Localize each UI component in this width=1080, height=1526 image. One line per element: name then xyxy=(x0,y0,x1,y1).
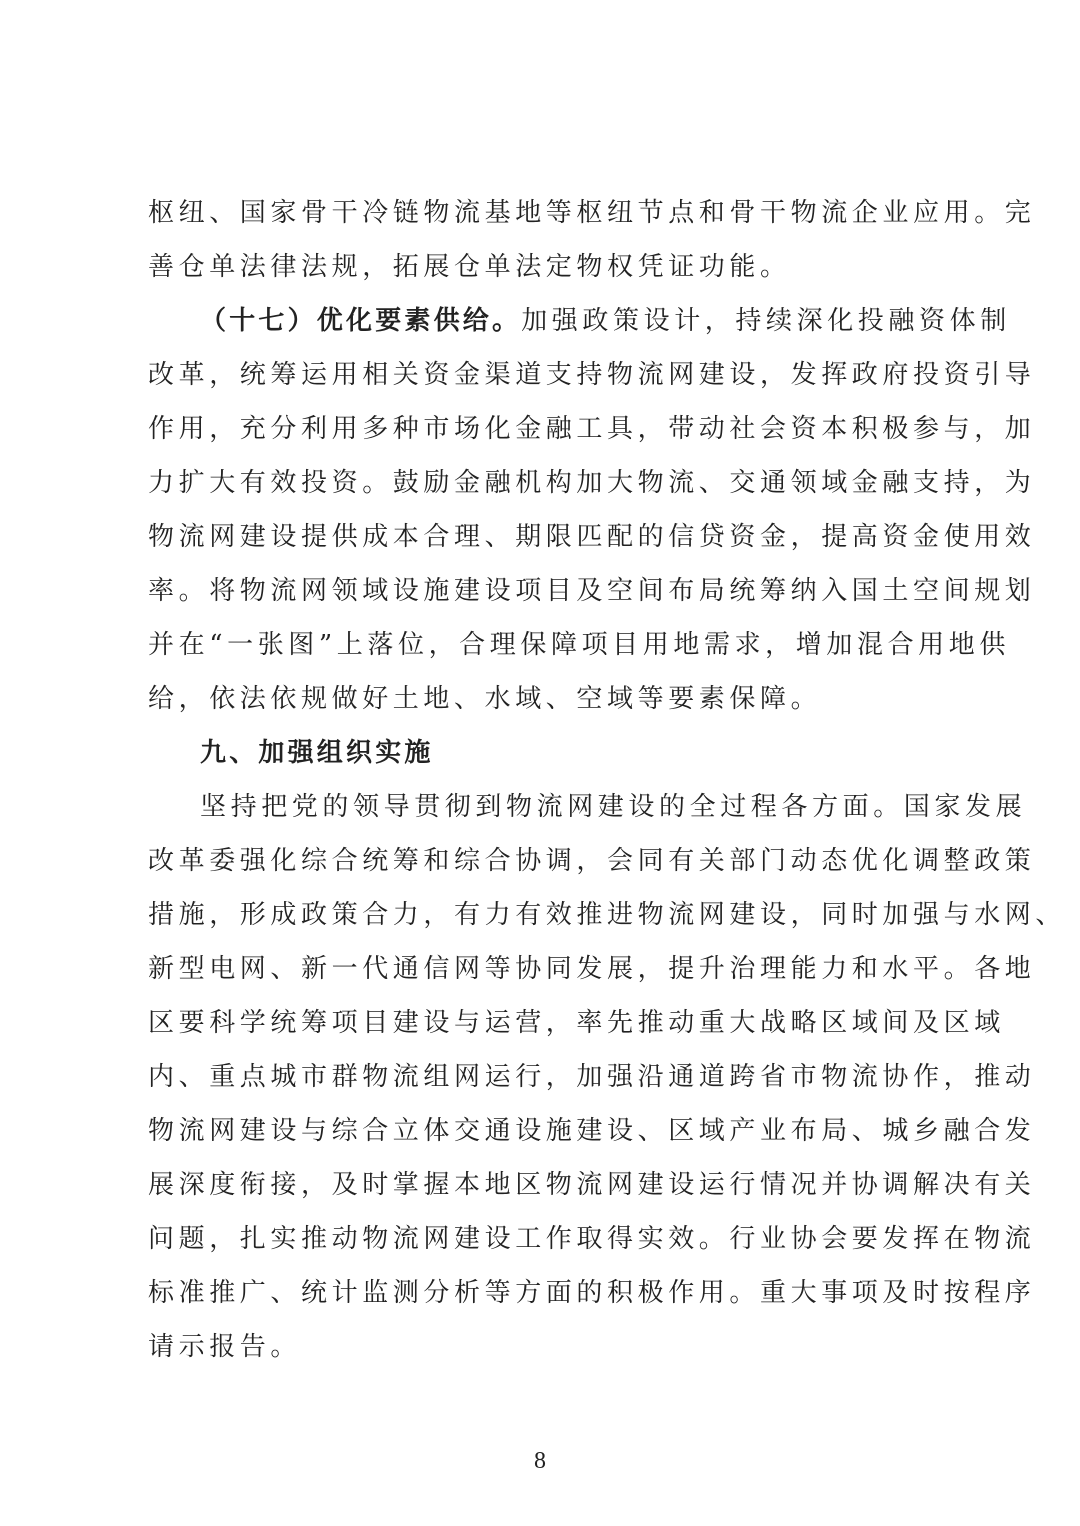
text-line: 作用，充分利用多种市场化金融工具，带动社会资本积极参与，加 xyxy=(148,414,1036,444)
text-line: 枢纽、国家骨干冷链物流基地等枢纽节点和骨干物流企业应用。完 xyxy=(148,198,1036,228)
text-line: 新型电网、新一代通信网等协同发展，提升治理能力和水平。各地 xyxy=(148,954,1036,984)
document-body xyxy=(148,186,1067,1374)
text-line: 改革，统筹运用相关资金渠道支持物流网建设，发挥政府投资引导 xyxy=(148,360,1036,390)
text-line: 并在“一张图”上落位，合理保障项目用地需求，增加混合用地供 xyxy=(148,630,1010,660)
text-line: 请示报告。 xyxy=(148,1332,302,1362)
text-run: 加强政策设计，持续深化投融资体制 xyxy=(521,306,1011,336)
text-line: 问题，扎实推动物流网建设工作取得实效。行业协会要发挥在物流 xyxy=(148,1224,1036,1254)
paragraph-organization xyxy=(148,780,1067,1374)
text-line xyxy=(148,294,1011,348)
text-line: 标准推广、统计监测分析等方面的积极作用。重大事项及时按程序 xyxy=(148,1278,1036,1308)
text-line: 改革委强化综合统筹和综合协调，会同有关部门动态优化调整政策 xyxy=(148,846,1036,876)
text-line: 力扩大有效投资。鼓励金融机构加大物流、交通领域金融支持，为 xyxy=(148,468,1036,498)
text-line: 展深度衔接，及时掌握本地区物流网建设运行情况并协调解决有关 xyxy=(148,1170,1036,1200)
page-number: 8 xyxy=(534,1448,546,1474)
text-line: 措施，形成政策合力，有力有效推进物流网建设，同时加强与水网、 xyxy=(148,900,1067,930)
text-line: 给，依法依规做好土地、水域、空域等要素保障。 xyxy=(148,684,822,714)
text-line: 物流网建设提供成本合理、期限匹配的信贷资金，提高资金使用效 xyxy=(148,522,1036,552)
paragraph-continuation xyxy=(148,186,1036,294)
paragraph-section-17 xyxy=(148,294,1036,726)
text-line: 内、重点城市群物流组网运行，加强沿通道跨省市物流协作，推动 xyxy=(148,1062,1036,1092)
text-line: 善仓单法律法规，拓展仓单法定物权凭证功能。 xyxy=(148,252,791,282)
subsection-heading: （十七）优化要素供给。 xyxy=(200,306,522,336)
section-heading-block xyxy=(148,726,934,780)
text-line: 区要科学统筹项目建设与运营，率先推动重大战略区域间及区域 xyxy=(148,1008,1005,1038)
text-line: 坚持把党的领导贯彻到物流网建设的全过程各方面。国家发展 xyxy=(200,792,1027,822)
section-title: 九、加强组织实施 xyxy=(200,738,434,768)
text-line: 物流网建设与综合立体交通设施建设、区域产业布局、城乡融合发 xyxy=(148,1116,1036,1146)
text-line: 率。将物流网领域设施建设项目及空间布局统筹纳入国土空间规划 xyxy=(148,576,1036,606)
